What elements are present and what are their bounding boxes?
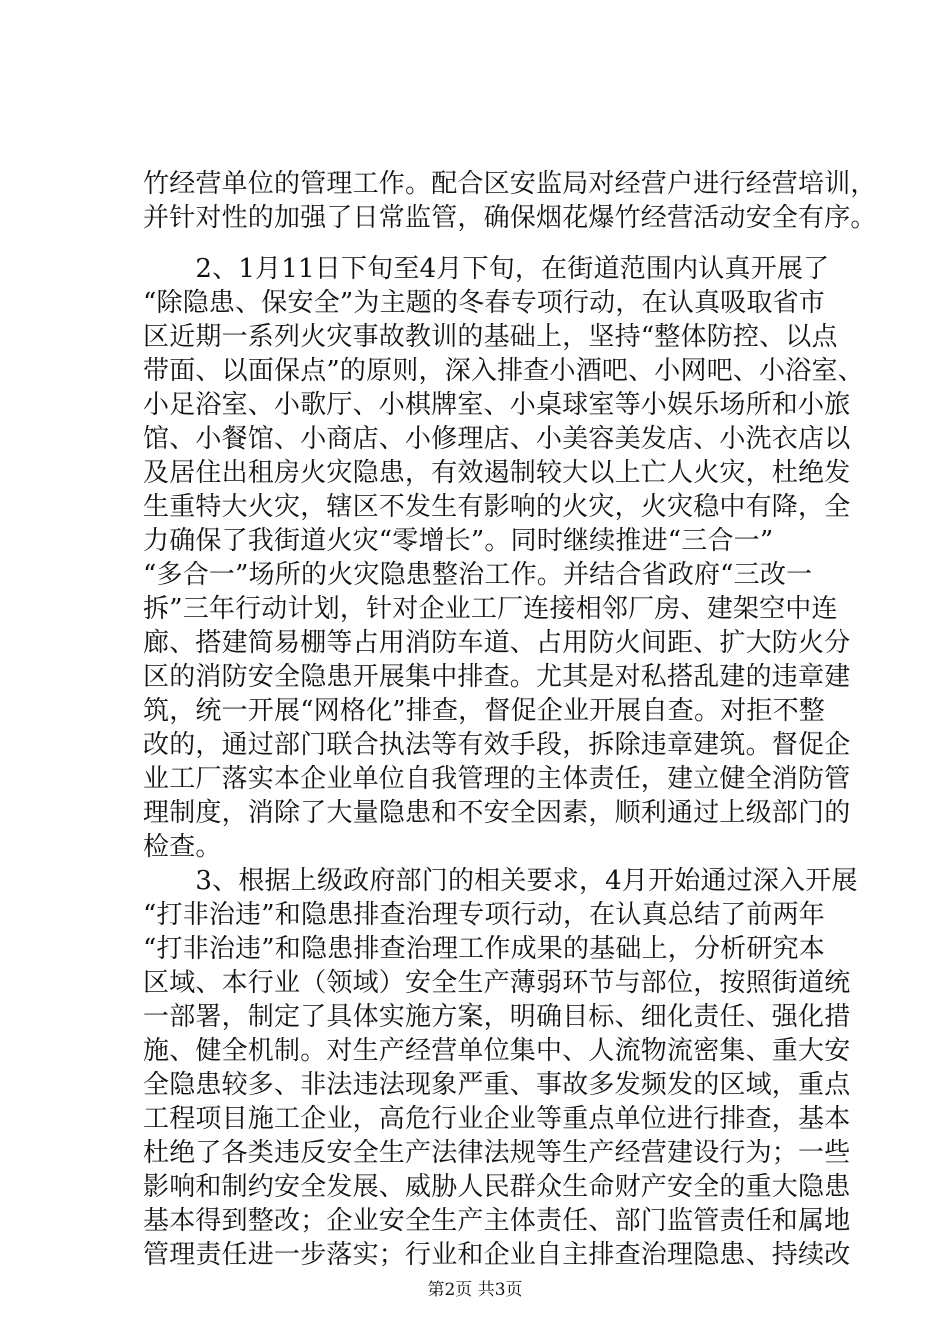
text-line: 小足浴室、小歌厅、小棋牌室、小桌球室等小娱乐场所和小旅: [143, 390, 851, 420]
text-line: 业工厂落实本企业单位自我管理的主体责任，建立健全消防管: [143, 764, 851, 794]
text-line: 带面、以面保点”的原则，深入排查小酒吧、小网吧、小浴室、: [143, 356, 864, 386]
text-line: “打非治违”和隐患排查治理专项行动，在认真总结了前两年: [143, 900, 825, 930]
text-line: 管理责任进一步落实；行业和企业自主排查治理隐患、持续改: [143, 1240, 851, 1270]
text-line: 工程项目施工企业，高危行业企业等重点单位进行排查，基本: [143, 1104, 851, 1134]
text-line: 区的消防安全隐患开展集中排查。尤其是对私搭乱建的违章建: [143, 662, 851, 692]
text-line: 并针对性的加强了日常监管，确保烟花爆竹经营活动安全有序。: [143, 203, 877, 233]
text-line: 筑，统一开展“网格化”排查，督促企业开展自查。对拒不整: [143, 696, 825, 726]
text-line: 全隐患较多、非法违法现象严重、事故多发频发的区域，重点: [143, 1070, 851, 1100]
text-line: 施、健全机制。对生产经营单位集中、人流物流密集、重大安: [143, 1036, 851, 1066]
text-line: 改的，通过部门联合执法等有效手段，拆除违章建筑。督促企: [143, 730, 851, 760]
page-footer: 第2页 共3页: [427, 1280, 523, 1300]
text-line: “除隐患、保安全”为主题的冬春专项行动，在认真吸取省市: [143, 288, 825, 318]
text-line: 廊、搭建简易棚等占用消防车道、占用防火间距、扩大防火分: [143, 628, 851, 658]
text-line: 及居住出租房火灾隐患，有效遏制较大以上亡人火灾，杜绝发: [143, 458, 851, 488]
text-line: 影响和制约安全发展、威胁人民群众生命财产安全的重大隐患: [143, 1172, 851, 1202]
text-line: 检查。: [143, 832, 222, 862]
text-line: 基本得到整改；企业安全生产主体责任、部门监管责任和属地: [143, 1206, 851, 1236]
text-line: 区近期一系列火灾事故教训的基础上，坚持“整体防控、以点: [143, 322, 838, 352]
text-line: “打非治违”和隐患排查治理工作成果的基础上，分析研究本: [143, 934, 825, 964]
text-line: “多合一”场所的火灾隐患整治工作。并结合省政府“三改一: [143, 560, 813, 590]
text-line: 拆”三年行动计划，针对企业工厂连接相邻厂房、建架空中连: [143, 594, 838, 624]
text-line: 力确保了我街道火灾“零增长”。同时继续推进“三合一”: [143, 526, 774, 556]
text-line: 一部署，制定了具体实施方案，明确目标、细化责任、强化措: [143, 1002, 851, 1032]
text-line: 竹经营单位的管理工作。配合区安监局对经营户进行经营培训，: [143, 169, 877, 199]
text-line: 生重特大火灾，辖区不发生有影响的火灾，火灾稳中有降，全: [143, 492, 851, 522]
text-line: 馆、小餐馆、小商店、小修理店、小美容美发店、小洗衣店以: [143, 424, 851, 454]
text-line: 区域、本行业（领域）安全生产薄弱环节与部位，按照街道统: [143, 968, 851, 998]
text-line: 理制度，消除了大量隐患和不安全因素，顺利通过上级部门的: [143, 798, 851, 828]
text-line: 杜绝了各类违反安全生产法律法规等生产经营建设行为；一些: [143, 1138, 851, 1168]
text-line: 2、1月11日下旬至4月下旬，在街道范围内认真开展了: [143, 254, 830, 284]
text-line: 3、根据上级政府部门的相关要求，4月开始通过深入开展: [143, 866, 858, 896]
